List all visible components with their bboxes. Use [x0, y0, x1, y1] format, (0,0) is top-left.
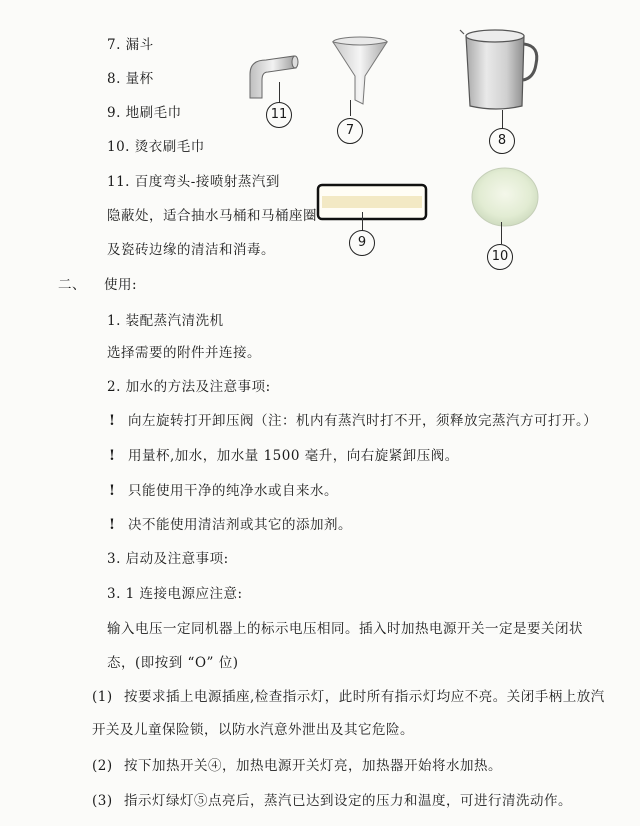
item-11-label-line3: 及瓷砖边缘的清洁和消毒。	[107, 242, 275, 258]
bullet-3: 只能使用干净的纯净水或自来水。	[128, 483, 338, 499]
funnel-illustration	[330, 36, 390, 106]
item-11-label-line1: 11. 百度弯头-接喷射蒸汽到	[107, 174, 280, 190]
step-3-title: 3. 启动及注意事项:	[107, 551, 229, 567]
measuring-cup-illustration	[460, 28, 540, 110]
callout-leader-8	[502, 110, 503, 128]
floor-brush-cloth-illustration	[316, 183, 428, 221]
paragraph-1-line2: 开关及儿童保险锁，以防水汽意外泄出及其它危险。	[92, 722, 414, 738]
bullet-mark: !	[109, 483, 116, 499]
elbow-nozzle-illustration	[240, 50, 300, 102]
step-1-title: 1. 装配蒸汽清洗机	[107, 313, 224, 329]
section-heading: 使用:	[104, 277, 138, 293]
item-9-label: 9. 地刷毛巾	[107, 105, 182, 121]
paragraph-2-number: (2)	[92, 758, 113, 774]
callout-leader-9	[362, 212, 363, 232]
item-8-label: 8. 量杯	[107, 71, 154, 87]
paragraph-3-number: (3)	[92, 793, 113, 809]
step-3-1-text-line2: 态，(即按到 “O” 位)	[107, 655, 239, 671]
paragraph-3-line1: 指示灯绿灯⑤点亮后，蒸汽已达到设定的压力和温度，可进行清洗动作。	[124, 793, 572, 809]
bullet-2: 用量杯,加水，加水量 1500 毫升，向右旋紧卸压阀。	[128, 448, 459, 464]
step-3-1-title: 3. 1 连接电源应注意:	[107, 586, 243, 602]
paragraph-2-line1: 按下加热开关④，加热电源开关灯亮，加热器开始将水加热。	[124, 758, 502, 774]
bullet-mark: !	[109, 413, 116, 429]
ironing-brush-cloth-illustration	[470, 166, 540, 228]
section-number: 二、	[58, 277, 86, 293]
paragraph-1-number: (1)	[92, 689, 113, 705]
bullet-1: 向左旋转打开卸压阀（注：机内有蒸汽时打不开，须释放完蒸汽方可打开。）	[128, 413, 598, 429]
item-11-label-line2: 隐蔽处，适合抽水马桶和马桶座圈	[107, 208, 317, 224]
bullet-4: 决不能使用清洁剂或其它的添加剂。	[128, 517, 352, 533]
step-2-title: 2. 加水的方法及注意事项:	[107, 379, 271, 395]
item-7-label: 7. 漏斗	[107, 37, 154, 53]
callout-9: 9	[349, 230, 375, 256]
item-10-label: 10. 烫衣刷毛巾	[107, 139, 205, 155]
callout-leader-10	[501, 222, 502, 244]
callout-8: 8	[489, 128, 515, 154]
step-1-text: 选择需要的附件并连接。	[107, 345, 261, 361]
callout-10: 10	[487, 244, 513, 270]
paragraph-1-line1: 按要求插上电源插座,检查指示灯，此时所有指示灯均应不亮。关闭手柄上放汽	[124, 689, 605, 705]
callout-leader-7	[350, 100, 351, 116]
bullet-mark: !	[109, 448, 116, 464]
bullet-mark: !	[109, 517, 116, 533]
step-3-1-text-line1: 输入电压一定同机器上的标示电压相同。插入时加热电源开关一定是要关闭状	[107, 621, 583, 637]
callout-7: 7	[337, 118, 363, 144]
callout-11: 11	[266, 102, 292, 128]
